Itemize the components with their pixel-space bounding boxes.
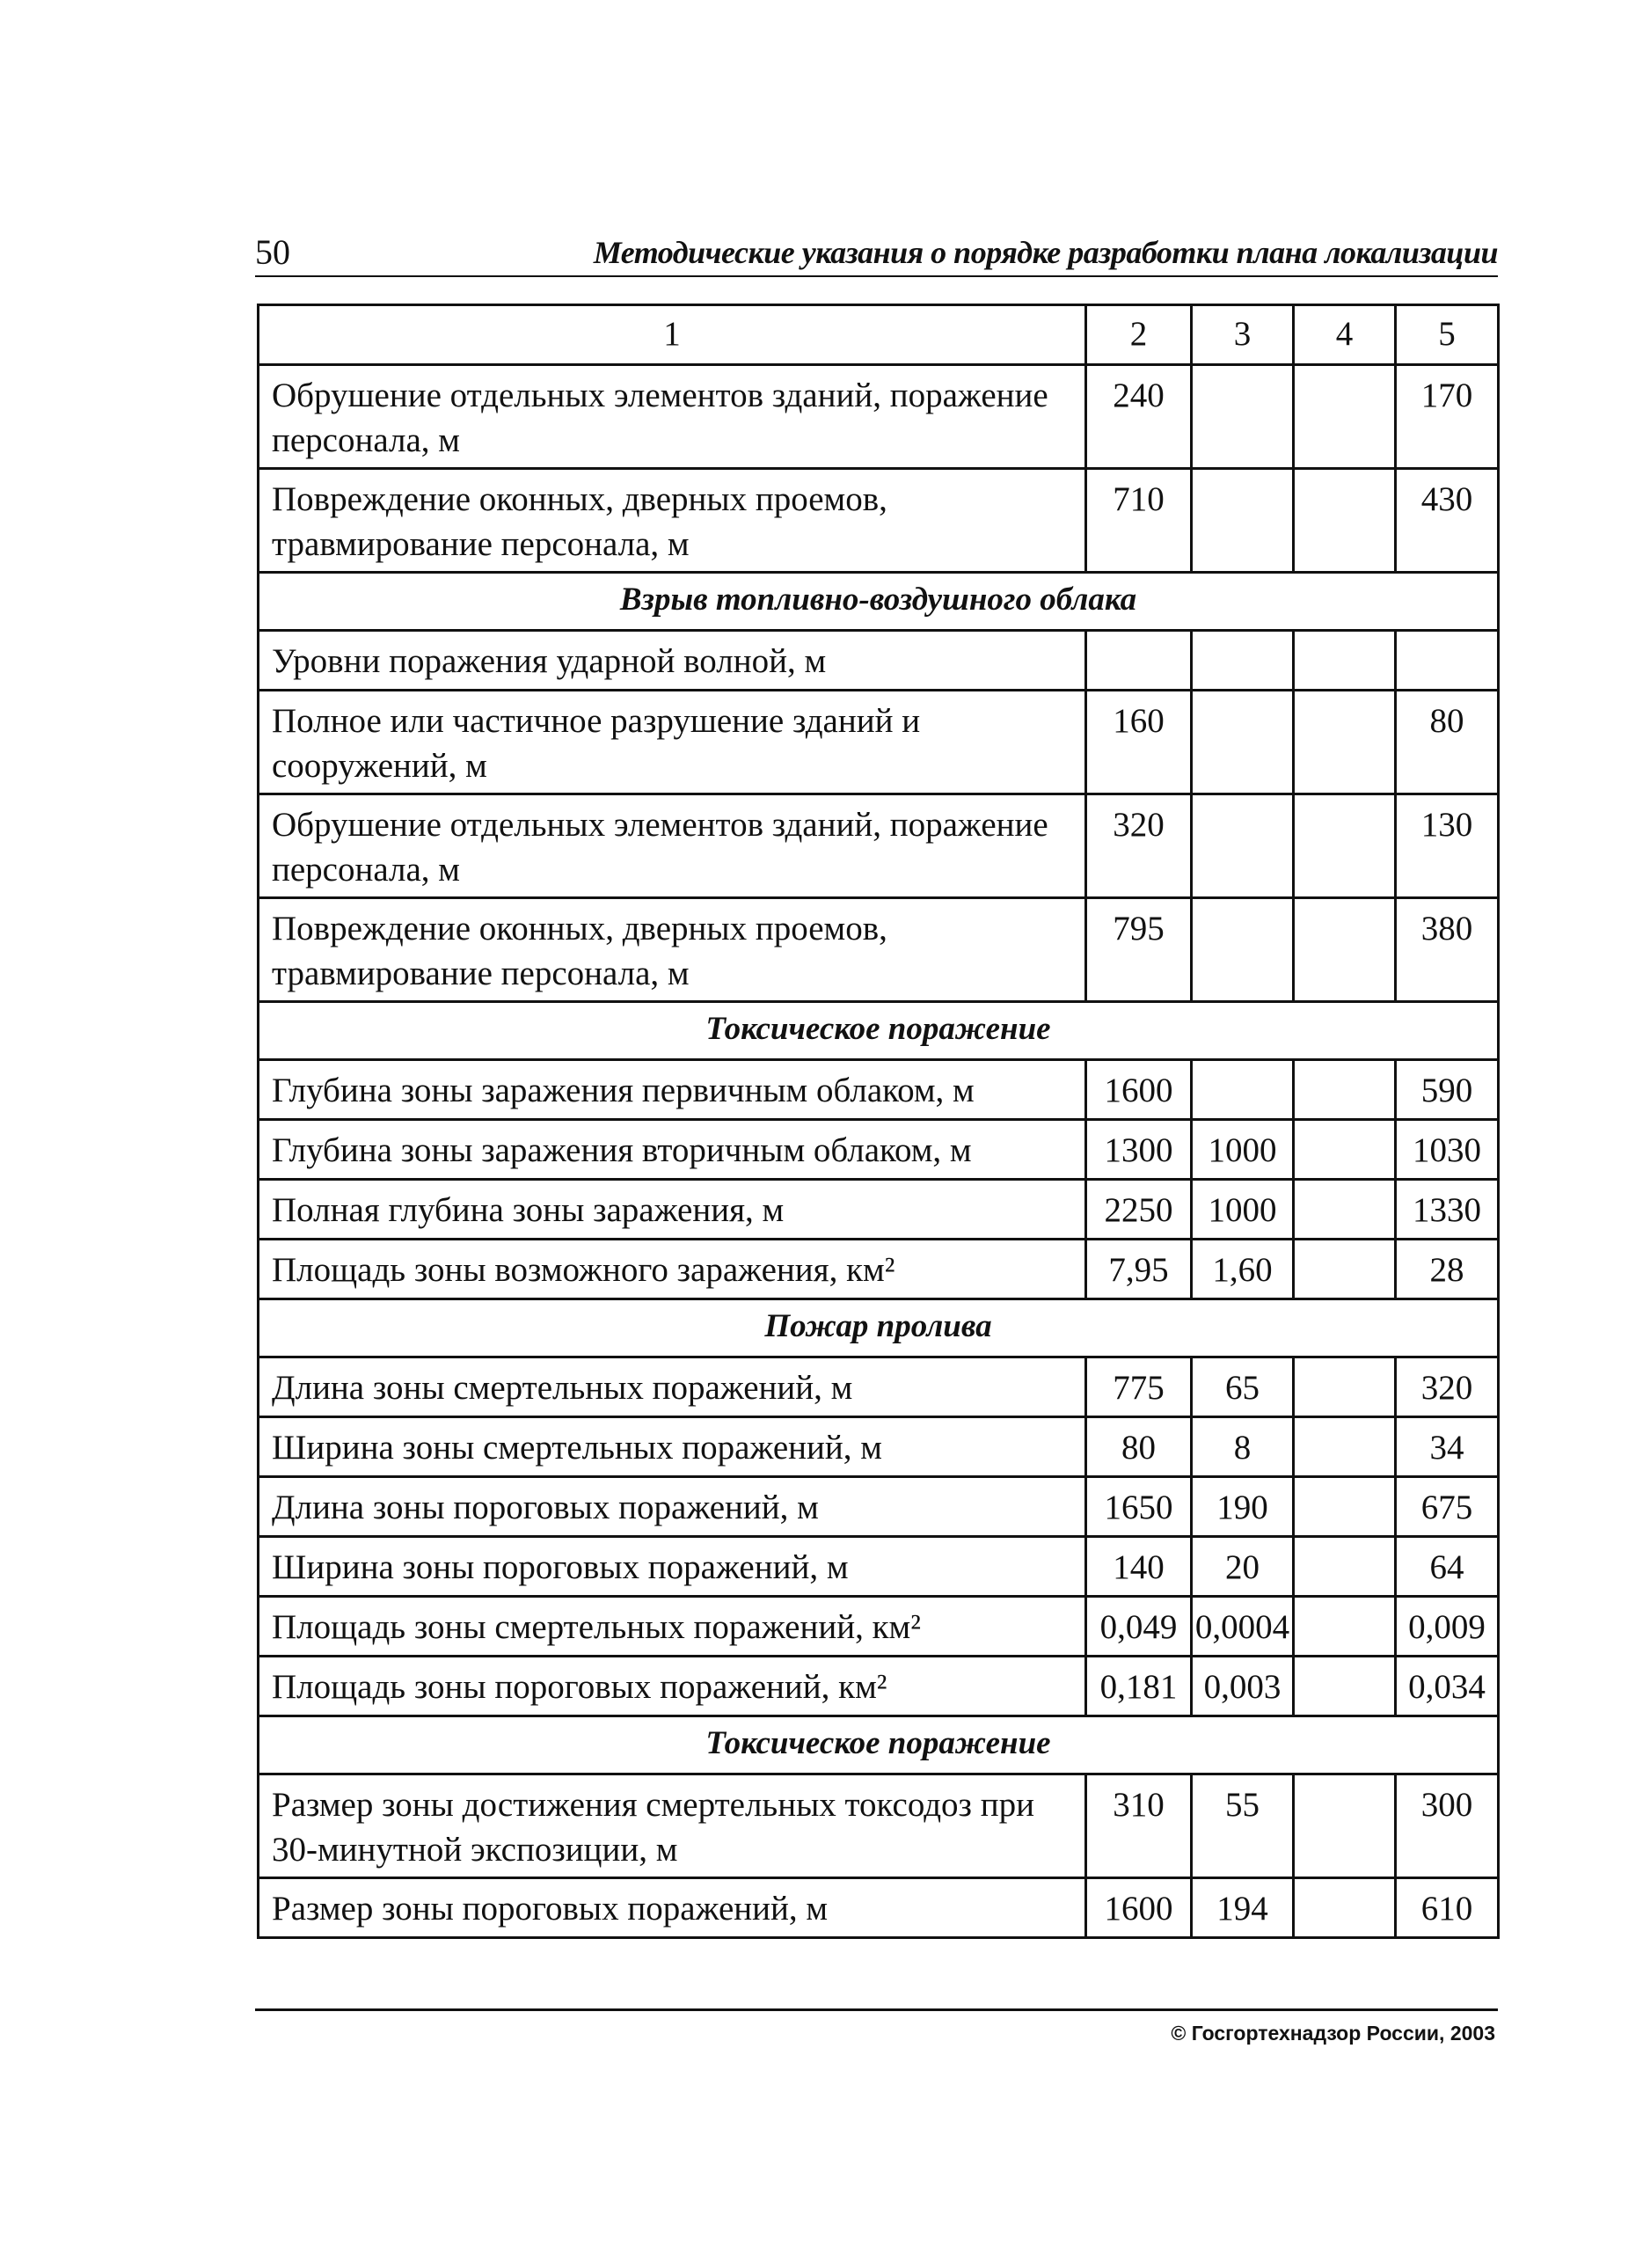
- copyright-notice: © Госгортехнадзор России, 2003: [1171, 2022, 1495, 2045]
- row-label-cell: Обрушение отдельных элементов зданий, поражение персонала, м: [259, 794, 1086, 898]
- value-cell-col-2: [1086, 631, 1192, 691]
- row-label-cell: Полное или частичное разрушение зданий и сооружений, м: [259, 691, 1086, 794]
- row-label-cell: Площадь зоны смертельных поражений, км²: [259, 1597, 1086, 1657]
- value-cell-col-2: 160: [1086, 691, 1192, 794]
- value-cell-col-3: [1192, 1060, 1294, 1120]
- table-row: [259, 365, 1499, 469]
- table-row: [259, 469, 1499, 573]
- row-label-cell: Площадь зоны возможного заражения, км²: [259, 1240, 1086, 1299]
- value-cell-col-3: [1192, 691, 1294, 794]
- value-cell-col-4: [1294, 1537, 1396, 1597]
- value-cell-col-5: 610: [1396, 1878, 1499, 1938]
- table-row: [259, 1120, 1499, 1180]
- running-title: Методические указания о порядке разработки плана локализации: [593, 235, 1498, 270]
- value-cell-col-3: [1192, 469, 1294, 573]
- value-cell-col-2: 710: [1086, 469, 1192, 573]
- value-cell-col-4: [1294, 1357, 1396, 1417]
- table-row: [259, 1878, 1499, 1938]
- value-cell-col-3: 1,60: [1192, 1240, 1294, 1299]
- value-cell-col-5: 320: [1396, 1357, 1499, 1417]
- value-cell-col-3: 190: [1192, 1477, 1294, 1537]
- table-row: [259, 794, 1499, 898]
- value-cell-col-4: [1294, 1774, 1396, 1878]
- table-row: [259, 1240, 1499, 1299]
- value-cell-col-5: 430: [1396, 469, 1499, 573]
- table-row: [259, 1597, 1499, 1657]
- value-cell-col-4: [1294, 1060, 1396, 1120]
- value-cell-col-5: 28: [1396, 1240, 1499, 1299]
- section-row: [259, 1299, 1499, 1357]
- value-cell-col-2: 320: [1086, 794, 1192, 898]
- column-header: 4: [1294, 305, 1396, 365]
- value-cell-col-3: 1000: [1192, 1120, 1294, 1180]
- value-cell-col-4: [1294, 365, 1396, 469]
- header-divider: [255, 275, 1498, 277]
- value-cell-col-3: [1192, 365, 1294, 469]
- column-header: 1: [259, 305, 1086, 365]
- row-label-cell: Длина зоны пороговых поражений, м: [259, 1477, 1086, 1537]
- table-row: [259, 1477, 1499, 1537]
- column-header: 3: [1192, 305, 1294, 365]
- section-title: Взрыв топливно-воздушного облака: [259, 573, 1499, 631]
- value-cell-col-2: 0,049: [1086, 1597, 1192, 1657]
- value-cell-col-5: 0,034: [1396, 1657, 1499, 1716]
- value-cell-col-4: [1294, 631, 1396, 691]
- value-cell-col-3: 0,0004: [1192, 1597, 1294, 1657]
- column-header: 5: [1396, 305, 1499, 365]
- hazard-zones-table: [257, 304, 1500, 1939]
- value-cell-col-4: [1294, 1657, 1396, 1716]
- value-cell-col-2: 775: [1086, 1357, 1192, 1417]
- section-row: [259, 1716, 1499, 1774]
- value-cell-col-2: 1300: [1086, 1120, 1192, 1180]
- table-row: [259, 1417, 1499, 1477]
- value-cell-col-5: 1030: [1396, 1120, 1499, 1180]
- value-cell-col-3: [1192, 898, 1294, 1002]
- value-cell-col-4: [1294, 469, 1396, 573]
- column-header-row: [259, 305, 1499, 365]
- value-cell-col-2: 795: [1086, 898, 1192, 1002]
- table-row: [259, 1657, 1499, 1716]
- value-cell-col-2: 0,181: [1086, 1657, 1192, 1716]
- table-row: [259, 1060, 1499, 1120]
- footer-divider: [255, 2008, 1498, 2011]
- row-label-cell: Уровни поражения ударной волной, м: [259, 631, 1086, 691]
- value-cell-col-3: [1192, 794, 1294, 898]
- section-title: Пожар пролива: [259, 1299, 1499, 1357]
- value-cell-col-5: 675: [1396, 1477, 1499, 1537]
- value-cell-col-3: 55: [1192, 1774, 1294, 1878]
- value-cell-col-4: [1294, 1597, 1396, 1657]
- row-label-cell: Повреждение оконных, дверных проемов, травмирование персонала, м: [259, 898, 1086, 1002]
- section-title: Токсическое поражение: [259, 1716, 1499, 1774]
- table-row: [259, 631, 1499, 691]
- section-title: Токсическое поражение: [259, 1002, 1499, 1060]
- row-label-cell: Глубина зоны заражения первичным облаком, м: [259, 1060, 1086, 1120]
- value-cell-col-2: 140: [1086, 1537, 1192, 1597]
- value-cell-col-4: [1294, 691, 1396, 794]
- value-cell-col-3: 0,003: [1192, 1657, 1294, 1716]
- value-cell-col-5: 0,009: [1396, 1597, 1499, 1657]
- value-cell-col-5: [1396, 631, 1499, 691]
- row-label-cell: Площадь зоны пороговых поражений, км²: [259, 1657, 1086, 1716]
- row-label-cell: Ширина зоны пороговых поражений, м: [259, 1537, 1086, 1597]
- value-cell-col-4: [1294, 1477, 1396, 1537]
- table-row: [259, 898, 1499, 1002]
- value-cell-col-5: 34: [1396, 1417, 1499, 1477]
- column-header: 2: [1086, 305, 1192, 365]
- section-row: [259, 1002, 1499, 1060]
- value-cell-col-2: 1600: [1086, 1060, 1192, 1120]
- value-cell-col-4: [1294, 1180, 1396, 1240]
- value-cell-col-3: 1000: [1192, 1180, 1294, 1240]
- value-cell-col-2: 1600: [1086, 1878, 1192, 1938]
- value-cell-col-3: 194: [1192, 1878, 1294, 1938]
- value-cell-col-5: 590: [1396, 1060, 1499, 1120]
- value-cell-col-2: 2250: [1086, 1180, 1192, 1240]
- value-cell-col-5: 170: [1396, 365, 1499, 469]
- value-cell-col-4: [1294, 898, 1396, 1002]
- value-cell-col-4: [1294, 1240, 1396, 1299]
- value-cell-col-5: 1330: [1396, 1180, 1499, 1240]
- value-cell-col-4: [1294, 1120, 1396, 1180]
- value-cell-col-2: 310: [1086, 1774, 1192, 1878]
- row-label-cell: Ширина зоны смертельных поражений, м: [259, 1417, 1086, 1477]
- page-number: 50: [255, 232, 290, 272]
- table-row: [259, 1774, 1499, 1878]
- value-cell-col-5: 80: [1396, 691, 1499, 794]
- value-cell-col-4: [1294, 1878, 1396, 1938]
- row-label-cell: Повреждение оконных, дверных проемов, травмирование персонала, м: [259, 469, 1086, 573]
- value-cell-col-3: 8: [1192, 1417, 1294, 1477]
- value-cell-col-2: 1650: [1086, 1477, 1192, 1537]
- value-cell-col-2: 240: [1086, 365, 1192, 469]
- value-cell-col-4: [1294, 1417, 1396, 1477]
- value-cell-col-5: 380: [1396, 898, 1499, 1002]
- table-row: [259, 691, 1499, 794]
- row-label-cell: Размер зоны достижения смертельных токсодоз при 30-минутной экспозиции, м: [259, 1774, 1086, 1878]
- row-label-cell: Полная глубина зоны заражения, м: [259, 1180, 1086, 1240]
- table-row: [259, 1180, 1499, 1240]
- row-label-cell: Длина зоны смертельных поражений, м: [259, 1357, 1086, 1417]
- row-label-cell: Размер зоны пороговых поражений, м: [259, 1878, 1086, 1938]
- table-row: [259, 1357, 1499, 1417]
- row-label-cell: Глубина зоны заражения вторичным облаком, м: [259, 1120, 1086, 1180]
- row-label-cell: Обрушение отдельных элементов зданий, поражение персонала, м: [259, 365, 1086, 469]
- value-cell-col-3: [1192, 631, 1294, 691]
- table-row: [259, 1537, 1499, 1597]
- table-body: [259, 365, 1499, 1938]
- section-row: [259, 573, 1499, 631]
- value-cell-col-3: 65: [1192, 1357, 1294, 1417]
- value-cell-col-2: 80: [1086, 1417, 1192, 1477]
- value-cell-col-5: 64: [1396, 1537, 1499, 1597]
- value-cell-col-3: 20: [1192, 1537, 1294, 1597]
- value-cell-col-2: 7,95: [1086, 1240, 1192, 1299]
- value-cell-col-5: 300: [1396, 1774, 1499, 1878]
- value-cell-col-4: [1294, 794, 1396, 898]
- value-cell-col-5: 130: [1396, 794, 1499, 898]
